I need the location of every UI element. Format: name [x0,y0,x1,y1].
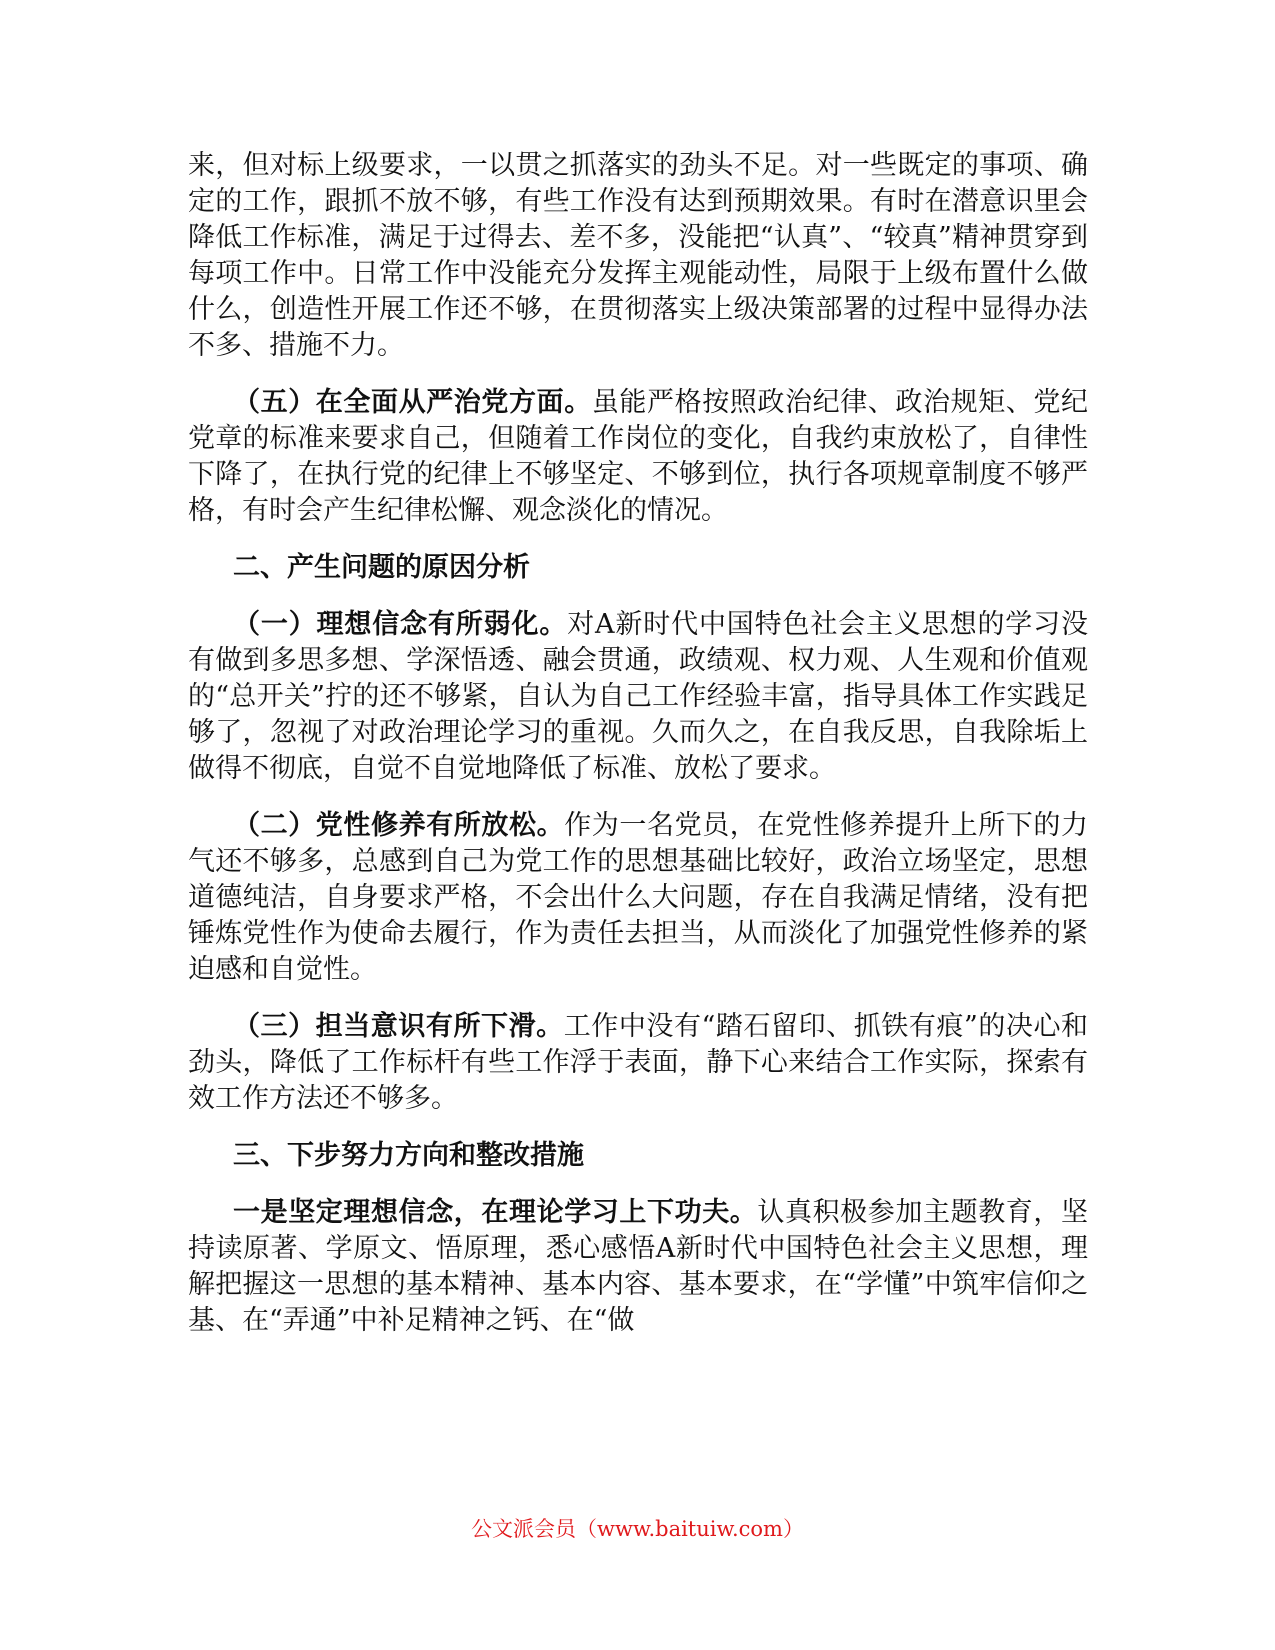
document-body [188,148,1088,1360]
paragraph-text: 工作中没有“踏石留印、抓铁有痕”的决心和劲头，降低了工作标杆有些工作浮于表面，静下心来结合工作实际，探索有效工作方法还不够多。 [188,1011,1088,1114]
paragraph-text: 来，但对标上级要求，一以贯之抓落实的劲头不足。对一些既定的事项、确定的工作，跟抓不放不够，有些工作没有达到预期效果。有时在潜意识里会降低工作标准，满足于过得去、差不多，没能把“认真”、“较真”精神贯穿到每项工作中。日常工作中没能充分发挥主观能动性，局限于上级布置什么做什么，创造性开展工作还不够，在贯彻落实上级决策部署的过程中显得办法不多、措施不力。 [188,150,1088,361]
paragraph-continuation [188,148,1088,364]
paragraph-cause-2 [188,808,1088,988]
paragraph-measure-1 [188,1195,1088,1339]
section-heading-3: 三、下步努力方向和整改措施 [233,1140,584,1171]
footer-watermark-text: 公文派会员（www.baituiw.com） [471,1517,804,1541]
paragraph-lead: 一是坚定理想信念，在理论学习上下功夫。 [233,1197,758,1228]
paragraph-lead: （五）在全面从严治党方面。 [233,387,592,418]
paragraph-text: 认真积极参加主题教育，坚持读原著、学原文、悟原理，悉心感悟A新时代中国特色社会主义思想，理解把握这一思想的基本精神、基本内容、基本要求，在“学懂”中筑牢信仰之基、在“弄通”中补足精神之钙、在“做 [188,1197,1089,1336]
paragraph-text: 虽能严格按照政治纪律、政治规矩、党纪党章的标准来要求自己，但随着工作岗位的变化，自我约束放松了，自律性下降了，在执行党的纪律上不够坚定、不够到位，执行各项规章制度不够严格，有时会产生纪律松懈、观念淡化的情况。 [188,387,1089,526]
paragraph-text: 作为一名党员，在党性修养提升上所下的力气还不够多，总感到自己为党工作的思想基础比较好，政治立场坚定，思想道德纯洁，自身要求严格，不会出什么大问题，存在自我满足情绪，没有把锤炼党性作为使命去履行，作为责任去担当，从而淡化了加强党性修养的紧迫感和自觉性。 [188,810,1089,985]
paragraph-text: 对A新时代中国特色社会主义思想的学习没有做到多思多想、学深悟透、融会贯通，政绩观、权力观、人生观和价值观的“总开关”拧的还不够紧，自认为自己工作经验丰富，指导具体工作实践足够了，忽视了对政治理论学习的重视。久而久之，在自我反思，自我除垢上做得不彻底，自觉不自觉地降低了标准、放松了要求。 [188,609,1089,784]
paragraph-cause-3 [188,1009,1088,1117]
paragraph-lead: （三）担当意识有所下滑。 [233,1011,564,1042]
section-heading-2: 二、产生问题的原因分析 [233,552,530,583]
paragraph-lead: （二）党性修养有所放松。 [233,810,565,841]
paragraph-cause-1 [188,607,1088,787]
paragraph-lead: （一）理想信念有所弱化。 [233,609,568,640]
paragraph-section-5 [188,385,1088,529]
